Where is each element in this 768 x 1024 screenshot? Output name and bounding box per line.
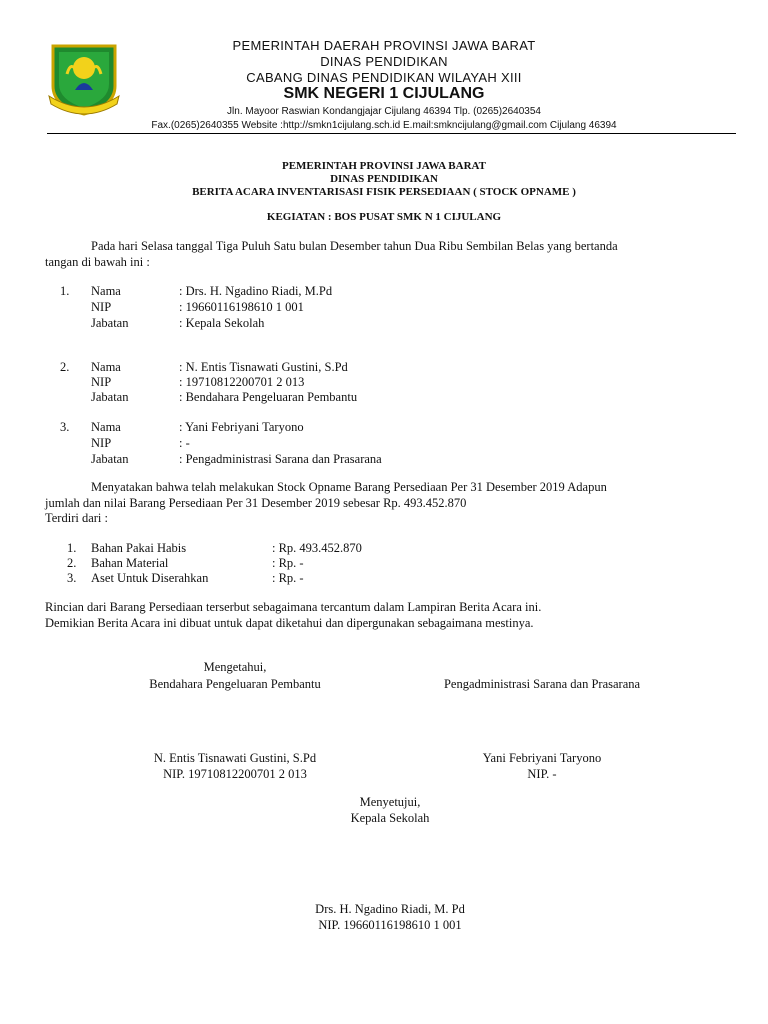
header-divider xyxy=(47,133,736,134)
person-name-label: Nama xyxy=(91,420,121,434)
intro-line-2: tangan di bawah ini : xyxy=(45,255,150,269)
item-value: : Rp. 493.452.870 xyxy=(272,541,362,555)
person-jabatan: : Bendahara Pengeluaran Pembantu xyxy=(179,390,358,404)
title-line-3: BERITA ACARA INVENTARISASI FISIK PERSEDIAAN ( STOCK OPNAME ) xyxy=(192,186,576,198)
left-signature-head: Mengetahui, xyxy=(203,660,267,674)
statement-line-1: Menyatakan bahwa telah melakukan Stock Opname Barang Persediaan Per 31 Desember 2019 Adapun xyxy=(91,480,607,494)
header-line-1: PEMERINTAH DAERAH PROVINSI JAWA BARAT xyxy=(232,38,536,53)
center-signature-nip: NIP. 19660116198610 1 001 xyxy=(318,918,462,932)
person-name: : N. Entis Tisnawati Gustini, S.Pd xyxy=(179,360,348,374)
title-line-1: PEMERINTAH PROVINSI JAWA BARAT xyxy=(281,160,487,172)
person-number: 2. xyxy=(60,360,70,374)
left-signature-name: N. Entis Tisnawati Gustini, S.Pd xyxy=(153,751,317,765)
person-jabatan-label: Jabatan xyxy=(91,390,129,404)
person-name-label: Nama xyxy=(91,360,121,374)
school-name: SMK NEGERI 1 CIJULANG xyxy=(283,85,485,102)
header-contact: Fax.(0265)2640355 Website :http://smkn1cijulang.sch.id E.mail:smkncijulang@gmail.com Cijulang 46394 xyxy=(151,120,617,131)
intro-line-1: Pada hari Selasa tanggal Tiga Puluh Satu bulan Desember tahun Dua Ribu Sembilan Belas yang bertanda xyxy=(91,239,618,253)
right-signature-nip: NIP. - xyxy=(527,767,557,781)
right-signature-title: Pengadministrasi Sarana dan Prasarana xyxy=(443,677,641,691)
header-address: Jln. Mayoor Raswian Kondangjajar Cijulang 46394 Tlp. (0265)2640354 xyxy=(227,106,541,117)
center-signature-title: Kepala Sekolah xyxy=(350,811,430,825)
kegiatan: KEGIATAN : BOS PUSAT SMK N 1 CIJULANG xyxy=(266,211,502,223)
item-label: Bahan Material xyxy=(91,556,169,570)
person-nip-label: NIP xyxy=(91,436,112,450)
left-signature-nip: NIP. 19710812200701 2 013 xyxy=(163,767,307,781)
person-number: 1. xyxy=(60,284,70,298)
person-jabatan-label: Jabatan xyxy=(91,316,129,330)
person-name: : Drs. H. Ngadino Riadi, M.Pd xyxy=(179,284,333,298)
center-signature-name: Drs. H. Ngadino Riadi, M. Pd xyxy=(315,902,465,916)
person-nip: : 19710812200701 2 013 xyxy=(179,375,305,389)
item-number: 2. xyxy=(67,556,77,570)
item-value: : Rp. - xyxy=(272,556,304,570)
right-signature-name: Yani Febriyani Taryono xyxy=(482,751,602,765)
person-nip-label: NIP xyxy=(91,300,112,314)
statement-line-3: Terdiri dari : xyxy=(45,511,108,525)
statement-line-2: jumlah dan nilai Barang Persediaan Per 31 Desember 2019 sebesar Rp. 493.452.870 xyxy=(45,496,467,510)
person-number: 3. xyxy=(60,420,70,434)
left-signature-title: Bendahara Pengeluaran Pembantu xyxy=(149,677,321,691)
person-nip-label: NIP xyxy=(91,375,112,389)
person-nip: : - xyxy=(179,436,190,450)
item-number: 1. xyxy=(67,541,77,555)
person-nip: : 19660116198610 1 001 xyxy=(179,300,304,314)
closing-line-2: Demikian Berita Acara ini dibuat untuk dapat diketahui dan dipergunakan sebagaimana mestinya. xyxy=(45,616,534,630)
person-name-label: Nama xyxy=(91,284,121,298)
center-signature-head: Menyetujui, xyxy=(359,795,421,809)
item-label: Bahan Pakai Habis xyxy=(91,541,187,555)
person-jabatan-label: Jabatan xyxy=(91,452,129,466)
person-jabatan: : Pengadministrasi Sarana dan Prasarana xyxy=(179,452,382,466)
header-line-3: CABANG DINAS PENDIDIKAN WILAYAH XIII xyxy=(246,70,522,85)
item-value: : Rp. - xyxy=(272,571,304,585)
closing-line-1: Rincian dari Barang Persediaan terserbut sebagaimana tercantum dalam Lampiran Berita Acara ini. xyxy=(45,600,542,614)
person-name: : Yani Febriyani Taryono xyxy=(179,420,304,434)
person-jabatan: : Kepala Sekolah xyxy=(179,316,265,330)
title-line-2: DINAS PENDIDIKAN xyxy=(330,173,438,185)
item-label: Aset Untuk Diserahkan xyxy=(91,571,209,585)
header-line-2: DINAS PENDIDIKAN xyxy=(320,54,448,69)
item-number: 3. xyxy=(67,571,77,585)
